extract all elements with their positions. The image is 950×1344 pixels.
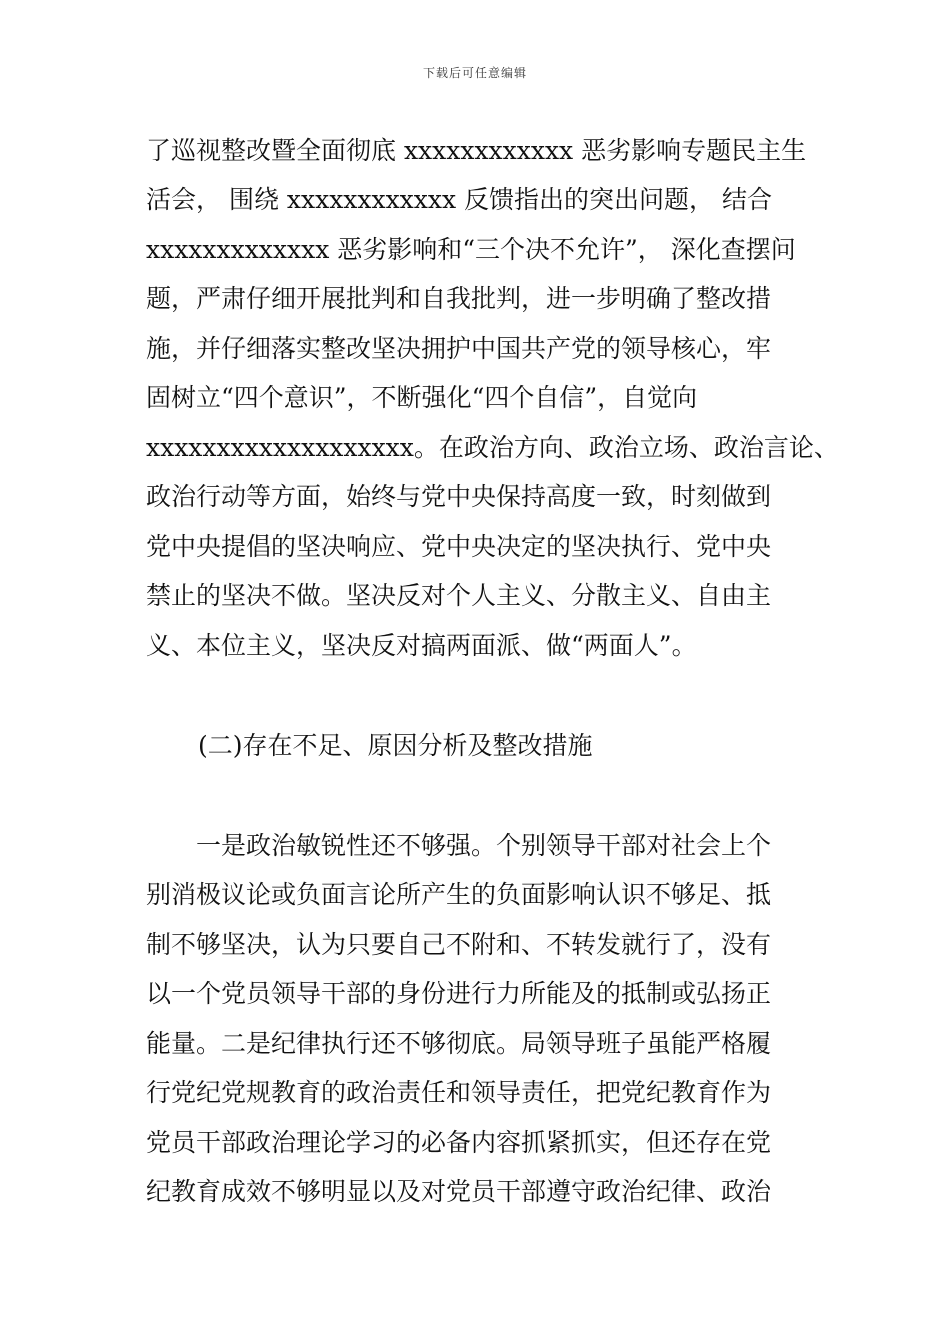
text-line: 一是政治敏锐性还不够强。个别领导干部对社会上个 xyxy=(196,831,772,860)
text-line: 固树立“四个意识”，不断强化“四个自信”，自觉向 xyxy=(146,383,698,412)
text-line: 了巡视整改暨全面彻底 xxxxxxxxxxxx 恶劣影响专题民主生 xyxy=(146,136,807,165)
page-header: 下载后可任意编辑 xyxy=(422,66,527,80)
text-line: 题，严肃仔细开展批判和自我批判，进一步明确了整改措 xyxy=(146,284,772,313)
text-line: 纪教育成效不够明显以及对党员干部遵守政治纪律、政治 xyxy=(146,1177,772,1206)
text-line: 禁止的坚决不做。坚决反对个人主义、分散主义、自由主 xyxy=(146,581,772,610)
text-line: 义、本位主义，坚决反对搞两面派、做“两面人”。 xyxy=(146,631,697,660)
text-line: 政治行动等方面，始终与党中央保持高度一致，时刻做到 xyxy=(146,482,772,511)
text-line: 别消极议论或负面言论所产生的负面影响认识不够足、抵 xyxy=(146,880,772,909)
text-line: xxxxxxxxxxxxxxxxxxx。在政治方向、政治立场、政治言论、 xyxy=(146,433,839,462)
text-line: 制不够坚决，认为只要自己不附和、不转发就行了，没有 xyxy=(146,930,772,959)
text-line: xxxxxxxxxxxxx 恶劣影响和“三个决不允许”， 深化查摆问 xyxy=(146,235,796,264)
section-heading: (二)存在不足、原因分析及整改措施 xyxy=(198,731,593,760)
text-line: 活会， 围绕 xxxxxxxxxxxx 反馈指出的突出问题， 结合 xyxy=(146,185,772,214)
text-line: 党员干部政治理论学习的必备内容抓紧抓实，但还存在党 xyxy=(146,1128,772,1157)
text-line: 行党纪党规教育的政治责任和领导责任，把党纪教育作为 xyxy=(146,1078,772,1107)
text-line: 施，并仔细落实整改坚决拥护中国共产党的领导核心，牢 xyxy=(146,334,772,363)
text-line: 能量。二是纪律执行还不够彻底。局领导班子虽能严格履 xyxy=(146,1029,772,1058)
text-line: 以一个党员领导干部的身份进行力所能及的抵制或弘扬正 xyxy=(146,979,772,1008)
text-line: 党中央提倡的坚决响应、党中央决定的坚决执行、党中央 xyxy=(146,532,772,561)
